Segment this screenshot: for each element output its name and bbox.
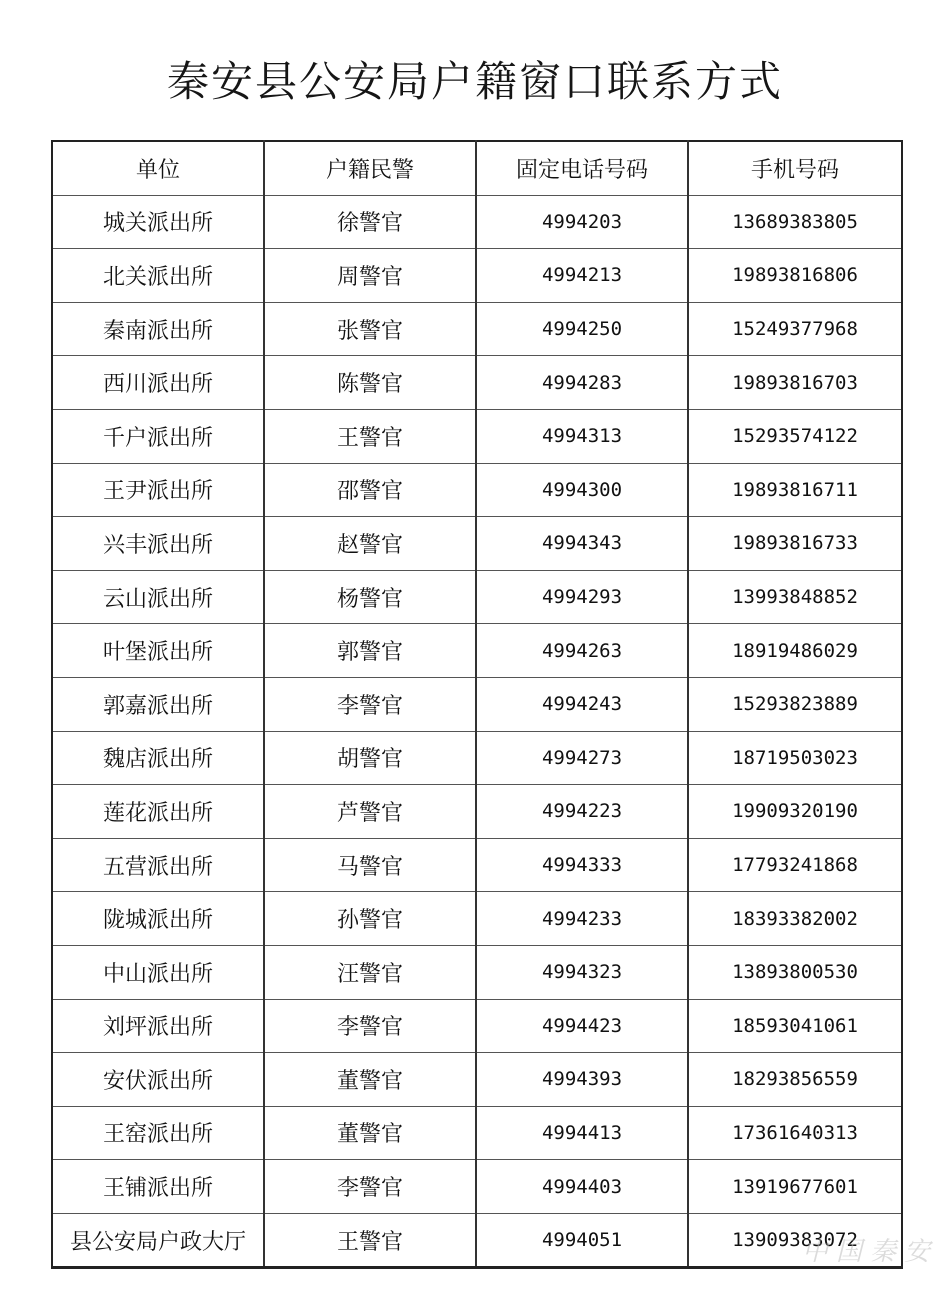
unit-cell: 郭嘉派出所 <box>52 677 264 731</box>
officer-cell: 芦警官 <box>264 785 476 839</box>
table-row <box>52 463 902 517</box>
watermark-logo <box>802 1231 938 1268</box>
unit-cell: 王窑派出所 <box>52 1106 264 1160</box>
column-header-landline: 固定电话号码 <box>476 141 688 195</box>
mobile-cell: 18719503023 <box>688 731 902 785</box>
mobile-cell: 19893816703 <box>688 356 902 410</box>
officer-cell: 陈警官 <box>264 356 476 410</box>
officer-cell: 董警官 <box>264 1053 476 1107</box>
unit-cell: 中山派出所 <box>52 945 264 999</box>
mobile-cell: 19893816733 <box>688 517 902 571</box>
officer-cell: 徐警官 <box>264 195 476 249</box>
unit-cell: 王尹派出所 <box>52 463 264 517</box>
table-row <box>52 195 902 249</box>
table-row <box>52 945 902 999</box>
table-body <box>52 195 902 1268</box>
unit-cell: 兴丰派出所 <box>52 517 264 571</box>
table-row <box>52 1160 902 1214</box>
unit-cell: 陇城派出所 <box>52 892 264 946</box>
landline-cell: 4994300 <box>476 463 688 517</box>
table-row <box>52 677 902 731</box>
mobile-cell: 13893800530 <box>688 945 902 999</box>
unit-cell: 安伏派出所 <box>52 1053 264 1107</box>
mobile-cell: 19893816711 <box>688 463 902 517</box>
table-row <box>52 517 902 571</box>
unit-cell: 北关派出所 <box>52 249 264 303</box>
mobile-cell: 13993848852 <box>688 570 902 624</box>
officer-cell: 郭警官 <box>264 624 476 678</box>
officer-cell: 周警官 <box>264 249 476 303</box>
landline-cell: 4994393 <box>476 1053 688 1107</box>
officer-cell: 王警官 <box>264 1213 476 1268</box>
unit-cell: 西川派出所 <box>52 356 264 410</box>
table-header-row <box>52 141 902 195</box>
table-row <box>52 409 902 463</box>
table-row <box>52 356 902 410</box>
landline-cell: 4994413 <box>476 1106 688 1160</box>
page-title: 秦安县公安局户籍窗口联系方式 <box>166 57 783 106</box>
landline-cell: 4994313 <box>476 409 688 463</box>
table-row <box>52 1213 902 1268</box>
mobile-cell: 18393382002 <box>688 892 902 946</box>
unit-cell: 叶堡派出所 <box>52 624 264 678</box>
unit-cell: 城关派出所 <box>52 195 264 249</box>
table-row <box>52 570 902 624</box>
officer-cell: 王警官 <box>264 409 476 463</box>
table-row <box>52 302 902 356</box>
contact-table <box>51 140 903 1269</box>
officer-cell: 李警官 <box>264 677 476 731</box>
table-row <box>52 999 902 1053</box>
unit-cell: 莲花派出所 <box>52 785 264 839</box>
table-row <box>52 1106 902 1160</box>
officer-cell: 邵警官 <box>264 463 476 517</box>
mobile-cell: 18293856559 <box>688 1053 902 1107</box>
mobile-cell: 13919677601 <box>688 1160 902 1214</box>
mobile-cell: 15293574122 <box>688 409 902 463</box>
mobile-cell: 19909320190 <box>688 785 902 839</box>
mobile-cell: 17793241868 <box>688 838 902 892</box>
officer-cell: 杨警官 <box>264 570 476 624</box>
officer-cell: 李警官 <box>264 999 476 1053</box>
landline-cell: 4994323 <box>476 945 688 999</box>
officer-cell: 胡警官 <box>264 731 476 785</box>
mobile-cell: 13689383805 <box>688 195 902 249</box>
unit-cell: 秦南派出所 <box>52 302 264 356</box>
unit-cell: 五营派出所 <box>52 838 264 892</box>
table-row <box>52 892 902 946</box>
landline-cell: 4994423 <box>476 999 688 1053</box>
mobile-cell: 15249377968 <box>688 302 902 356</box>
table-row <box>52 1053 902 1107</box>
landline-cell: 4994263 <box>476 624 688 678</box>
landline-cell: 4994213 <box>476 249 688 303</box>
unit-cell: 云山派出所 <box>52 570 264 624</box>
landline-cell: 4994283 <box>476 356 688 410</box>
table-row <box>52 785 902 839</box>
landline-cell: 4994203 <box>476 195 688 249</box>
unit-cell: 千户派出所 <box>52 409 264 463</box>
officer-cell: 赵警官 <box>264 517 476 571</box>
landline-cell: 4994273 <box>476 731 688 785</box>
officer-cell: 孙警官 <box>264 892 476 946</box>
officer-cell: 李警官 <box>264 1160 476 1214</box>
landline-cell: 4994343 <box>476 517 688 571</box>
officer-cell: 马警官 <box>264 838 476 892</box>
table-row <box>52 838 902 892</box>
mobile-cell: 18919486029 <box>688 624 902 678</box>
watermark-text: 中国秦安 <box>801 1237 938 1267</box>
landline-cell: 4994250 <box>476 302 688 356</box>
mobile-cell: 19893816806 <box>688 249 902 303</box>
landline-cell: 4994051 <box>476 1213 688 1268</box>
table-row <box>52 249 902 303</box>
table-row <box>52 624 902 678</box>
landline-cell: 4994333 <box>476 838 688 892</box>
table-row <box>52 731 902 785</box>
mobile-cell: 15293823889 <box>688 677 902 731</box>
unit-cell: 魏店派出所 <box>52 731 264 785</box>
mobile-cell: 13909383072 <box>688 1213 902 1268</box>
landline-cell: 4994403 <box>476 1160 688 1214</box>
officer-cell: 张警官 <box>264 302 476 356</box>
column-header-officer: 户籍民警 <box>264 141 476 195</box>
landline-cell: 4994293 <box>476 570 688 624</box>
unit-cell: 刘坪派出所 <box>52 999 264 1053</box>
landline-cell: 4994223 <box>476 785 688 839</box>
landline-cell: 4994243 <box>476 677 688 731</box>
unit-cell: 王铺派出所 <box>52 1160 264 1214</box>
unit-cell: 县公安局户政大厅 <box>52 1213 264 1268</box>
landline-cell: 4994233 <box>476 892 688 946</box>
column-header-unit: 单位 <box>52 141 264 195</box>
column-header-mobile: 手机号码 <box>688 141 902 195</box>
officer-cell: 汪警官 <box>264 945 476 999</box>
officer-cell: 董警官 <box>264 1106 476 1160</box>
mobile-cell: 17361640313 <box>688 1106 902 1160</box>
mobile-cell: 18593041061 <box>688 999 902 1053</box>
